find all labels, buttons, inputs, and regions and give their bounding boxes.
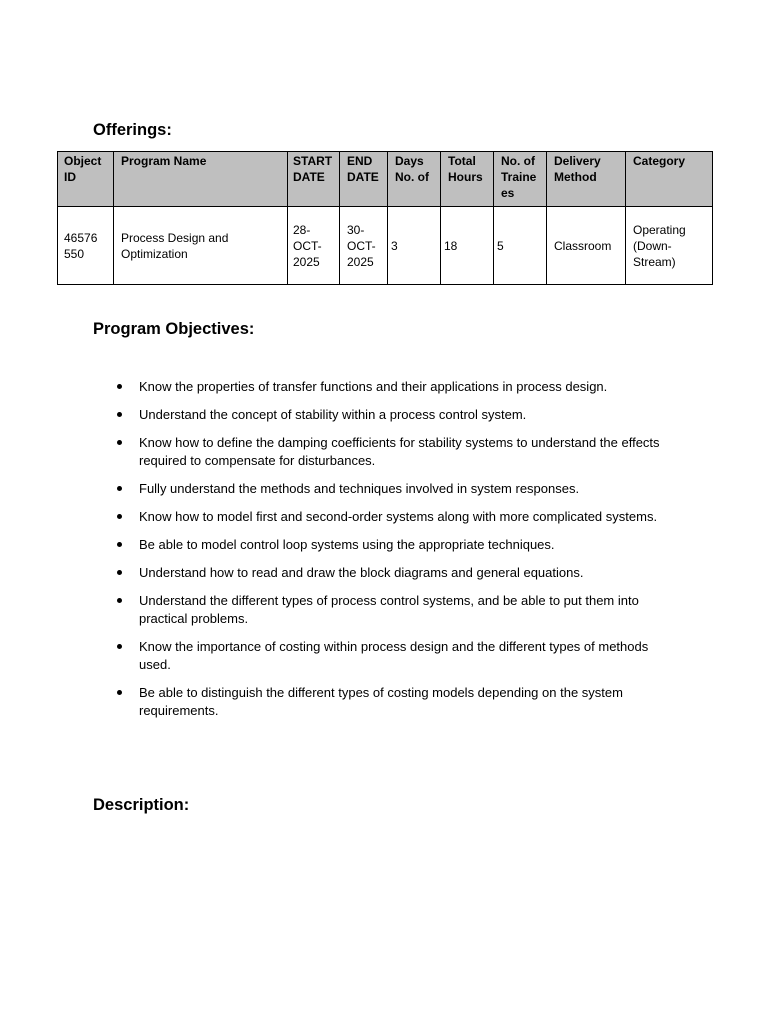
objectives-list [139,378,671,730]
offerings-table [57,151,713,285]
objective-text: Be able to distinguish the different types of costing models depending on the system requirements. [139,685,623,718]
cell-delivery-method: Classroom [547,207,626,285]
list-item [139,480,671,498]
objective-text: Fully understand the methods and techniques involved in system responses. [139,481,580,496]
objective-text: Understand how to read and draw the block diagrams and general equations. [139,565,584,580]
table-header-row [58,152,713,207]
objective-text: Be able to model control loop systems using the appropriate techniques. [139,537,555,552]
cell-end-date: 30-OCT-2025 [340,207,388,285]
objective-text: Know the importance of costing within process design and the different types of methods used. [139,639,649,672]
cell-program-name: Process Design and Optimization [114,207,288,285]
col-header-days: Days No. of [388,152,441,207]
col-header-object-id: Object ID [58,152,114,207]
cell-category: Operating (Down-Stream) [626,207,713,285]
col-header-delivery-method: Delivery Method [547,152,626,207]
objective-text: Understand the concept of stability within a process control system. [139,407,527,422]
col-header-category: Category [626,152,713,207]
list-item [139,508,671,526]
list-item [139,536,671,554]
program-objectives-heading: Program Objectives: [93,320,255,338]
cell-total-hours: 18 [441,207,494,285]
objective-text: Know how to define the damping coefficients for stability systems to understand the effects required to compensate for disturbances. [139,435,660,468]
col-header-end-date: END DATE [340,152,388,207]
list-item [139,564,671,582]
objective-text: Know how to model first and second-order systems along with more complicated systems. [139,509,658,524]
bullet-icon [117,644,122,649]
bullet-icon [117,384,122,389]
bullet-icon [117,440,122,445]
table-row [58,207,713,285]
objective-text: Know the properties of transfer functions and their applications in process design. [139,379,608,394]
cell-object-id: 46576550 [58,207,114,285]
cell-trainees: 5 [494,207,547,285]
list-item [139,684,671,720]
list-item [139,638,671,674]
col-header-total-hours: Total Hours [441,152,494,207]
list-item [139,434,671,470]
bullet-icon [117,514,122,519]
bullet-icon [117,542,122,547]
list-item [139,406,671,424]
bullet-icon [117,570,122,575]
list-item [139,592,671,628]
col-header-start-date: START DATE [288,152,340,207]
list-item [139,378,671,396]
offerings-heading: Offerings: [93,121,172,139]
bullet-icon [117,412,122,417]
bullet-icon [117,486,122,491]
bullet-icon [117,598,122,603]
cell-days: 3 [388,207,441,285]
col-header-program-name: Program Name [114,152,288,207]
objective-text: Understand the different types of process control systems, and be able to put them into practical problems. [139,593,639,626]
bullet-icon [117,690,122,695]
description-heading: Description: [93,796,190,814]
col-header-trainees: No. of Trainees [494,152,547,207]
cell-start-date: 28-OCT-2025 [288,207,340,285]
